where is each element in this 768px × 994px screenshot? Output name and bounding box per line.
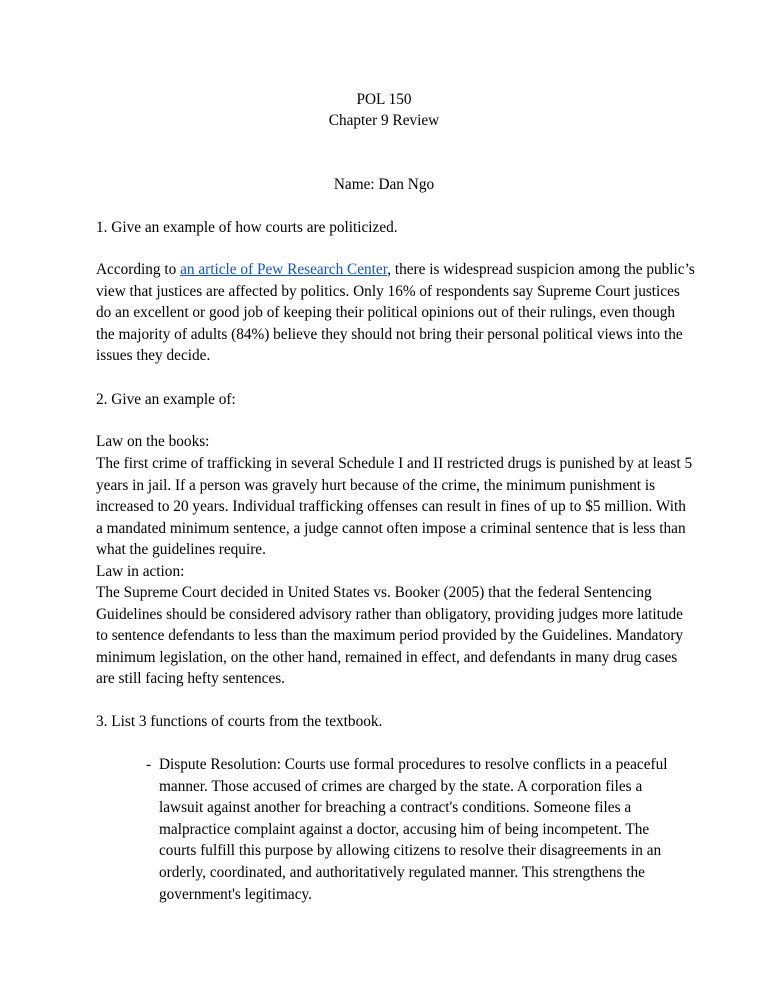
pew-research-link[interactable]: an article of Pew Research Center [180, 261, 388, 278]
question-1: 1. Give an example of how courts are politicized. [96, 219, 398, 236]
answer-1-body: , there is widespread suspicion among the public’s view that justices are affected by politics. Only 16% of respondents say Supreme Court justices do an excellent or good job of keeping their political opinions out of their rulings, even though the majority of adults (84%) believe they should not bring their personal political views into the issues they decide. [96, 261, 695, 365]
law-in-action-text: The Supreme Court decided in United States vs. Booker (2005) that the federal Sentencing Guidelines should be considered advisory rather than obligatory, providing judges more latitude to sentence defendants to less than the maximum period provided by the Guidelines. Mandatory minimum legislation, on the other hand, remained in effect, and defendants in many drug cases are still facing hefty sentences. [96, 584, 684, 688]
answer-1-prefix: According to [96, 261, 181, 278]
list-item-text: Dispute Resolution: Courts use formal procedures to resolve conflicts in a peaceful manner. Those accused of crimes are charged by the state. A corporation files a lawsuit against another for breaching a contract's conditions. Someone files a malpractice complaint against a doctor, accusing him of being incompetent. The courts fulfill this purpose by allowing citizens to resolve their disagreements in an orderly, coordinated, and authoritatively regulated manner. This strengthens the government's legitimacy. [159, 756, 668, 903]
law-in-action-heading: Law in action: [96, 563, 185, 580]
question-3: 3. List 3 functions of courts from the textbook. [96, 713, 383, 730]
student-name: Name: Dan Ngo [333, 176, 435, 193]
course-code: POL 150 [356, 91, 412, 108]
answer-1 [96, 259, 696, 367]
chapter-title: Chapter 9 Review [328, 112, 440, 129]
law-on-books-heading: Law on the books: [96, 433, 210, 450]
law-on-books-text: The first crime of trafficking in several Schedule I and II restricted drugs is punished by at least 5 years in jail. If a person was gravely hurt because of the crime, the minimum punishment is increased to 20 years. Individual trafficking offenses can result in fines of up to $5 million. With a mandated minimum sentence, a judge cannot often impose a criminal sentence that is less than what the guidelines require. [96, 455, 693, 559]
list-bullet: - [146, 756, 152, 773]
question-2: 2. Give an example of: [96, 391, 236, 408]
